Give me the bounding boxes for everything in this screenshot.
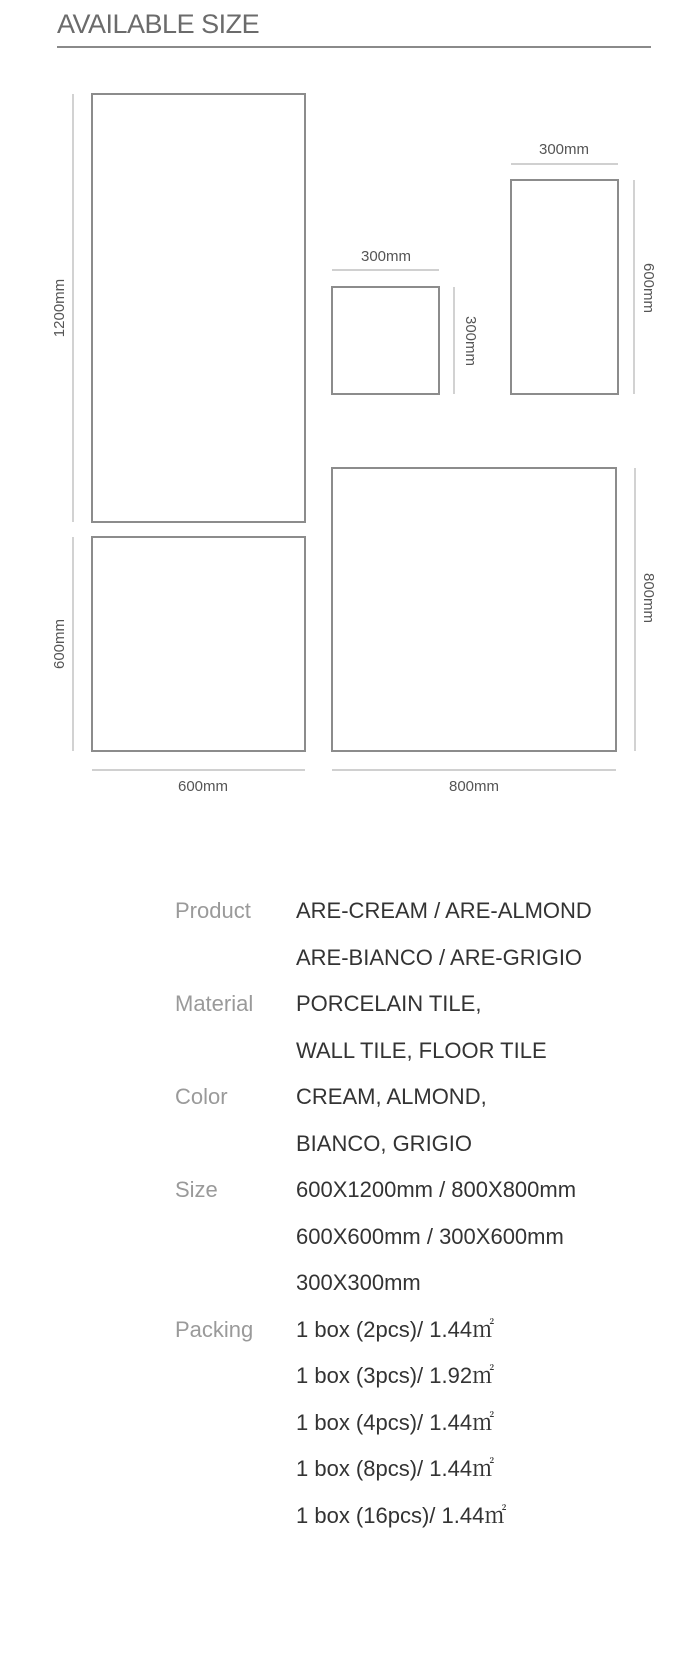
label-300x600-width: 300mm — [538, 141, 590, 158]
spec-values — [296, 1167, 635, 1307]
tile-300x300-outline — [332, 287, 439, 394]
tile-600x600-outline — [92, 537, 305, 751]
spec-value: CREAM, ALMOND, — [296, 1084, 487, 1109]
spec-values — [296, 981, 635, 1074]
tile-size-diagram — [0, 0, 700, 820]
spec-label: Packing — [175, 1316, 254, 1342]
label-300x300-height: 300mm — [462, 315, 480, 367]
tile-800x800-outline — [332, 468, 616, 751]
spec-table — [175, 888, 635, 1539]
spec-value: 600X600mm / 300X600mm — [296, 1223, 564, 1249]
label-300x600-height: 600mm — [640, 262, 658, 314]
label-1200-height: 1200mm — [50, 278, 68, 338]
spec-row-size — [175, 1167, 635, 1307]
spec-label: Material — [175, 991, 254, 1016]
spec-value: WALL TILE, FLOOR TILE — [296, 1037, 547, 1063]
label-600-width: 600mm — [177, 778, 229, 795]
spec-values — [296, 888, 635, 981]
spec-value: 600X1200mm / 800X800mm — [296, 1177, 577, 1202]
spec-value: 1 box (3pcs)/ 1.92㎡ — [296, 1363, 495, 1388]
spec-value: 1 box (16pcs)/ 1.44㎡ — [296, 1502, 507, 1528]
spec-value: 1 box (2pcs)/ 1.44㎡ — [296, 1316, 495, 1342]
spec-row-color — [175, 1074, 635, 1167]
label-300x300-width: 300mm — [360, 248, 412, 265]
spec-label: Size — [175, 1177, 218, 1202]
spec-label: Color — [175, 1084, 228, 1109]
spec-value: 1 box (4pcs)/ 1.44㎡ — [296, 1409, 495, 1435]
spec-value: ARE-CREAM / ARE-ALMOND — [296, 898, 592, 923]
spec-values — [296, 1074, 635, 1167]
spec-value: 1 box (8pcs)/ 1.44㎡ — [296, 1456, 495, 1481]
spec-value: BIANCO, GRIGIO — [296, 1130, 473, 1156]
spec-label: Product — [175, 898, 251, 923]
spec-row-material — [175, 981, 635, 1074]
tile-600x1200-outline — [92, 94, 305, 522]
label-800-height: 800mm — [640, 572, 658, 624]
spec-value: 300X300mm — [296, 1270, 421, 1295]
spec-row-packing — [175, 1307, 635, 1540]
label-800-width: 800mm — [448, 778, 500, 795]
spec-row-product — [175, 888, 635, 981]
tile-300x600-outline — [511, 180, 618, 394]
spec-value: ARE-BIANCO / ARE-GRIGIO — [296, 944, 583, 970]
spec-value: PORCELAIN TILE, — [296, 991, 482, 1016]
spec-values — [296, 1307, 635, 1540]
section-title: AVAILABLE SIZE — [57, 9, 260, 39]
label-600-height: 600mm — [50, 618, 68, 670]
